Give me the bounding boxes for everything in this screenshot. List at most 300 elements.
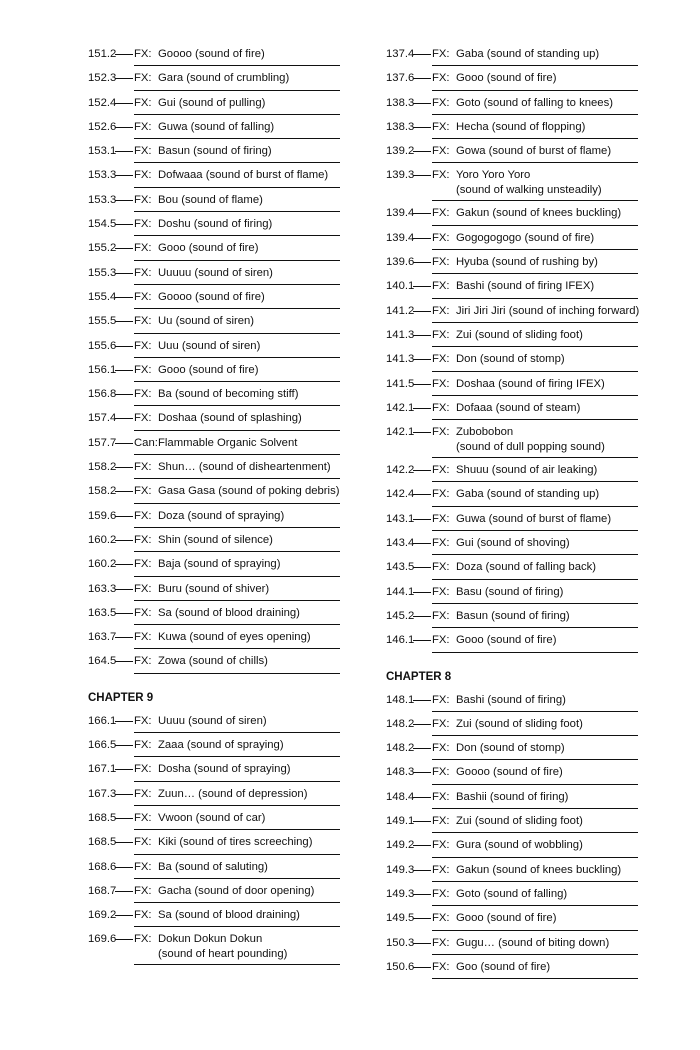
leader-dash — [115, 769, 133, 770]
glossary-entry — [88, 481, 340, 505]
glossary-entry — [88, 929, 340, 967]
glossary-entry — [386, 203, 638, 227]
entry-description: Zui (sound of sliding foot) — [456, 328, 583, 341]
entry-type: FX: — [134, 933, 152, 946]
underline-rule — [432, 395, 638, 396]
entry-description: Jiri Jiri Jiri (sound of inching forward) — [456, 304, 640, 317]
entry-type: FX: — [432, 207, 450, 220]
glossary-entry — [88, 881, 340, 905]
leader-dash — [115, 200, 133, 201]
underline-rule — [134, 114, 340, 115]
entry-type: FX: — [432, 72, 450, 85]
entry-type: FX: — [134, 169, 152, 182]
glossary-entry — [386, 509, 638, 533]
leader-dash — [413, 335, 431, 336]
underline-rule — [432, 138, 638, 139]
glossary-entry — [88, 711, 340, 735]
entry-description: Zui (sound of sliding foot) — [456, 717, 583, 730]
underline-rule — [134, 187, 340, 188]
entry-type: FX: — [134, 884, 152, 897]
leader-dash — [413, 567, 431, 568]
entry-description: Doza (sound of spraying) — [158, 509, 285, 522]
entry-type: FX: — [134, 558, 152, 571]
entry-description: Hecha (sound of flopping) — [456, 120, 586, 133]
glossary-entry — [386, 276, 638, 300]
entry-description: Gura (sound of wobbling) — [456, 839, 583, 852]
entry-description: Gooo (sound of fire) — [158, 242, 259, 255]
page-number: 150.6 — [386, 960, 415, 973]
page-number: 158.2 — [88, 461, 117, 474]
page-number: 155.6 — [88, 339, 117, 352]
entry-type: FX: — [134, 48, 152, 60]
entry-description: Gooo (sound of fire) — [456, 912, 557, 925]
entry-description: Bashi (sound of firing IFEX) — [456, 280, 595, 293]
glossary-entry — [386, 811, 638, 835]
glossary-entry — [88, 117, 340, 141]
entry-description: Kiki (sound of tires screeching) — [158, 836, 313, 849]
entry-description: Dokun Dokun Dokun — [158, 933, 263, 946]
underline-rule — [432, 506, 638, 507]
page-number: 163.5 — [88, 606, 117, 619]
entry-description: Don (sound of stomp) — [456, 353, 565, 366]
leader-dash — [413, 748, 431, 749]
entry-description: Basun (sound of firing) — [158, 145, 272, 158]
entry-description: Gui (sound of shoving) — [456, 537, 570, 550]
entry-type: FX: — [134, 860, 152, 873]
entry-description: Gaba (sound of standing up) — [456, 48, 600, 60]
entry-type: FX: — [134, 739, 152, 752]
page-number: 164.5 — [88, 655, 117, 668]
entry-type: FX: — [134, 193, 152, 206]
entry-type: FX: — [432, 169, 450, 182]
entry-description: Gakun (sound of knees buckling) — [456, 863, 622, 876]
entry-description: Sa (sound of blood draining) — [158, 909, 300, 922]
page-number: 139.4 — [386, 231, 415, 244]
entry-description-line2: (sound of walking unsteadily) — [456, 184, 602, 197]
glossary-entry — [386, 349, 638, 373]
page-number: 160.2 — [88, 558, 117, 571]
leader-dash — [115, 297, 133, 298]
page-number: 168.6 — [88, 860, 117, 873]
glossary-entry — [386, 630, 638, 654]
glossary-entry — [88, 905, 340, 929]
glossary-entry — [386, 228, 638, 252]
page-number: 143.4 — [386, 537, 415, 550]
glossary-entry — [88, 287, 340, 311]
underline-rule — [134, 527, 340, 528]
entry-type: FX: — [432, 936, 450, 949]
underline-rule — [134, 805, 340, 806]
page-number: 153.3 — [88, 193, 117, 206]
chapter-heading: CHAPTER 8 — [386, 670, 452, 683]
page-number: 145.2 — [386, 609, 415, 622]
entry-description: Doshaa (sound of splashing) — [158, 412, 302, 425]
underline-rule — [432, 978, 638, 979]
underline-rule — [134, 576, 340, 577]
entry-description: Uuu (sound of siren) — [158, 339, 261, 352]
page-number: 150.3 — [386, 936, 415, 949]
page-number: 139.4 — [386, 207, 415, 220]
entry-type: FX: — [432, 960, 450, 973]
leader-dash — [413, 470, 431, 471]
underline-rule — [432, 930, 638, 931]
leader-dash — [413, 286, 431, 287]
entry-description: Guwa (sound of burst of flame) — [456, 512, 612, 525]
leader-dash — [115, 175, 133, 176]
underline-rule — [432, 273, 638, 274]
entry-type: FX: — [432, 912, 450, 925]
leader-dash — [413, 616, 431, 617]
entry-description: Goooo (sound of fire) — [158, 48, 265, 60]
entry-type: FX: — [134, 461, 152, 474]
entry-description: Gaba (sound of standing up) — [456, 488, 600, 501]
entry-type: FX: — [134, 339, 152, 352]
page-number: 152.6 — [88, 120, 117, 133]
entry-type: FX: — [432, 790, 450, 803]
glossary-entry — [88, 506, 340, 530]
entry-description: Goooo (sound of fire) — [456, 766, 563, 779]
entry-description: Buru (sound of shiver) — [158, 582, 270, 595]
leader-dash — [115, 418, 133, 419]
page-number: 157.7 — [88, 436, 117, 449]
entry-description: Dofaaa (sound of steam) — [456, 401, 581, 414]
leader-dash — [115, 443, 133, 444]
glossary-entry — [386, 835, 638, 859]
page-number: 155.5 — [88, 315, 117, 328]
page-number: 152.3 — [88, 72, 117, 85]
leader-dash — [413, 943, 431, 944]
glossary-entry — [88, 808, 340, 832]
page-number: 143.1 — [386, 512, 415, 525]
entry-description: Zaaa (sound of spraying) — [158, 739, 284, 752]
chapter-entry-list — [386, 690, 638, 982]
page-number: 157.4 — [88, 412, 117, 425]
entry-type: FX: — [134, 533, 152, 546]
entry-description: Uuuuu (sound of siren) — [158, 266, 273, 279]
underline-rule — [134, 600, 340, 601]
entry-type: FX: — [134, 763, 152, 776]
glossary-entry — [88, 311, 340, 335]
leader-dash — [413, 700, 431, 701]
glossary-entry — [386, 117, 638, 141]
chapter-heading: CHAPTER 9 — [88, 691, 154, 704]
leader-dash — [115, 589, 133, 590]
glossary-entry — [88, 554, 340, 578]
leader-dash — [115, 842, 133, 843]
glossary-entry — [88, 93, 340, 117]
entry-type: FX: — [134, 655, 152, 668]
entry-type: FX: — [134, 145, 152, 158]
entry-description: Sa (sound of blood draining) — [158, 606, 300, 619]
glossary-entry — [88, 857, 340, 881]
leader-dash — [115, 394, 133, 395]
page-number: 153.1 — [88, 145, 117, 158]
entry-type: FX: — [134, 412, 152, 425]
page-number: 153.3 — [88, 169, 117, 182]
page-number: 139.2 — [386, 145, 415, 158]
glossary-entry — [88, 433, 340, 457]
entry-type: FX: — [432, 120, 450, 133]
chapter-entry-list — [88, 711, 340, 968]
glossary-entry — [386, 301, 638, 325]
entry-type: FX: — [134, 290, 152, 303]
glossary-entry — [386, 252, 638, 276]
underline-rule — [134, 454, 340, 455]
underline-rule — [134, 624, 340, 625]
underline-rule — [134, 357, 340, 358]
entry-type: FX: — [432, 464, 450, 477]
page-number: 156.8 — [88, 388, 117, 401]
entry-type: FX: — [432, 512, 450, 525]
leader-dash — [413, 772, 431, 773]
entry-type: FX: — [432, 863, 450, 876]
entry-description: Gasa Gasa (sound of poking debris) — [158, 485, 340, 498]
glossary-entry — [88, 759, 340, 783]
glossary-entry — [88, 384, 340, 408]
underline-rule — [134, 162, 340, 163]
leader-dash — [413, 384, 431, 385]
page-number: 142.2 — [386, 464, 415, 477]
leader-dash — [413, 311, 431, 312]
page-number: 169.6 — [88, 933, 117, 946]
glossary-entry — [88, 457, 340, 481]
underline-rule — [134, 902, 340, 903]
page-number: 154.5 — [88, 218, 117, 231]
underline-rule — [134, 673, 340, 674]
page-number: 156.1 — [88, 363, 117, 376]
entry-description: Dofwaaa (sound of burst of flame) — [158, 169, 329, 182]
underline-rule — [134, 878, 340, 879]
entry-type: FX: — [432, 96, 450, 109]
underline-rule — [134, 333, 340, 334]
page-number: 155.4 — [88, 290, 117, 303]
underline-rule — [134, 781, 340, 782]
leader-dash — [115, 891, 133, 892]
page-number: 152.4 — [88, 96, 117, 109]
underline-rule — [432, 298, 638, 299]
leader-dash — [413, 967, 431, 968]
glossary-entry — [88, 360, 340, 384]
leader-dash — [413, 359, 431, 360]
entry-description: Kuwa (sound of eyes opening) — [158, 631, 311, 644]
page-number: 167.3 — [88, 787, 117, 800]
page-number: 148.4 — [386, 790, 415, 803]
glossary-entry — [88, 627, 340, 651]
page-number: 163.3 — [88, 582, 117, 595]
leader-dash — [115, 818, 133, 819]
underline-rule — [432, 954, 638, 955]
leader-dash — [115, 516, 133, 517]
glossary-entry — [386, 908, 638, 932]
entry-type: FX: — [134, 909, 152, 922]
underline-rule — [432, 603, 638, 604]
entry-type: FX: — [134, 72, 152, 85]
entry-type: FX: — [134, 631, 152, 644]
entry-description-line2: (sound of heart pounding) — [158, 948, 288, 961]
entry-type: FX: — [432, 742, 450, 755]
page-number: 141.2 — [386, 304, 415, 317]
page-number: 149.5 — [386, 912, 415, 925]
entry-description: Gugu… (sound of biting down) — [456, 936, 610, 949]
entry-description: Hyuba (sound of rushing by) — [456, 256, 598, 269]
page-number: 155.3 — [88, 266, 117, 279]
underline-rule — [134, 854, 340, 855]
page-number: 146.1 — [386, 634, 415, 647]
underline-rule — [432, 711, 638, 712]
glossary-entry — [386, 374, 638, 398]
page-number: 149.3 — [386, 887, 415, 900]
underline-rule — [432, 200, 638, 201]
entry-type: FX: — [432, 634, 450, 647]
entry-description: Goooo (sound of fire) — [158, 290, 265, 303]
entry-description-line2: (sound of dull popping sound) — [456, 441, 605, 454]
page-number: 163.7 — [88, 631, 117, 644]
entry-type: FX: — [432, 488, 450, 501]
underline-rule — [134, 756, 340, 757]
entry-type: FX: — [134, 485, 152, 498]
glossary-entry — [386, 141, 638, 165]
entry-description: Shuuu (sound of air leaking) — [456, 464, 598, 477]
underline-rule — [432, 419, 638, 420]
entry-type: FX: — [432, 377, 450, 390]
glossary-entry — [386, 422, 638, 460]
underline-rule — [432, 481, 638, 482]
entry-description: Bashii (sound of firing) — [456, 790, 569, 803]
entry-type: FX: — [134, 388, 152, 401]
page-number: 142.1 — [386, 401, 415, 414]
entry-type: FX: — [432, 401, 450, 414]
entry-list — [88, 44, 340, 676]
glossary-entry — [386, 690, 638, 714]
glossary-entry — [88, 190, 340, 214]
entry-type: FX: — [134, 582, 152, 595]
underline-rule — [432, 808, 638, 809]
underline-rule — [134, 478, 340, 479]
page-number: 140.1 — [386, 280, 415, 293]
underline-rule — [432, 225, 638, 226]
glossary-entry — [386, 165, 638, 203]
page-number: 139.6 — [386, 256, 415, 269]
page-number: 142.1 — [386, 426, 415, 439]
entry-type: FX: — [134, 363, 152, 376]
underline-rule — [134, 308, 340, 309]
leader-dash — [413, 238, 431, 239]
glossary-entry — [386, 484, 638, 508]
underline-rule — [432, 759, 638, 760]
page-number: 149.2 — [386, 839, 415, 852]
leader-dash — [115, 78, 133, 79]
glossary-entry — [386, 93, 638, 117]
leader-dash — [115, 103, 133, 104]
underline-rule — [134, 551, 340, 552]
glossary-entry — [88, 165, 340, 189]
glossary-entry — [88, 579, 340, 603]
underline-rule — [432, 857, 638, 858]
entry-type: FX: — [134, 606, 152, 619]
page-number: 168.5 — [88, 811, 117, 824]
entry-type: FX: — [432, 815, 450, 828]
underline-rule — [134, 284, 340, 285]
entry-description: Bashi (sound of firing) — [456, 693, 566, 706]
leader-dash — [115, 321, 133, 322]
glossary-entry — [88, 651, 340, 675]
entry-description: Yoro Yoro Yoro — [456, 169, 531, 182]
leader-dash — [115, 346, 133, 347]
leader-dash — [115, 370, 133, 371]
underline-rule — [432, 905, 638, 906]
underline-rule — [432, 784, 638, 785]
entry-description: Dosha (sound of spraying) — [158, 763, 291, 776]
entry-type: FX: — [432, 537, 450, 550]
underline-rule — [134, 90, 340, 91]
leader-dash — [115, 794, 133, 795]
page-number: 158.2 — [88, 485, 117, 498]
glossary-entry — [386, 533, 638, 557]
page-number: 138.3 — [386, 96, 415, 109]
leader-dash — [115, 151, 133, 152]
entry-description: Shin (sound of silence) — [158, 533, 273, 546]
page-number: 144.1 — [386, 585, 415, 598]
entry-type: FX: — [134, 811, 152, 824]
underline-rule — [432, 735, 638, 736]
leader-dash — [413, 175, 431, 176]
entry-type: FX: — [432, 609, 450, 622]
glossary-entry — [386, 582, 638, 606]
entry-type: FX: — [432, 145, 450, 158]
underline-rule — [432, 832, 638, 833]
underline-rule — [134, 829, 340, 830]
entry-description: Gowa (sound of burst of flame) — [456, 145, 612, 158]
glossary-entry — [88, 263, 340, 287]
entry-type: FX: — [432, 585, 450, 598]
page-number: 166.5 — [88, 739, 117, 752]
entry-description: Shun… (sound of disheartenment) — [158, 461, 331, 474]
page-number: 137.6 — [386, 72, 415, 85]
leader-dash — [413, 494, 431, 495]
page-number: 143.5 — [386, 561, 415, 574]
entry-description: Ba (sound of saluting) — [158, 860, 268, 873]
entry-type: FX: — [432, 426, 450, 439]
glossary-entry — [88, 68, 340, 92]
page-number: 148.3 — [386, 766, 415, 779]
entry-type: FX: — [134, 714, 152, 727]
entry-description: Don (sound of stomp) — [456, 742, 565, 755]
page-number: 160.2 — [88, 533, 117, 546]
leader-dash — [115, 54, 133, 55]
page-number: 142.4 — [386, 488, 415, 501]
page-number: 166.1 — [88, 714, 117, 727]
underline-rule — [432, 65, 638, 66]
underline-rule — [134, 235, 340, 236]
entry-description: Gooo (sound of fire) — [456, 72, 557, 85]
leader-dash — [115, 248, 133, 249]
leader-dash — [413, 432, 431, 433]
underline-rule — [432, 554, 638, 555]
underline-rule — [134, 381, 340, 382]
entry-description: Zowa (sound of chills) — [158, 655, 268, 668]
entry-description: Goto (sound of falling) — [456, 887, 568, 900]
entry-type: FX: — [432, 48, 450, 60]
leader-dash — [413, 640, 431, 641]
entry-type: FX: — [134, 315, 152, 328]
underline-rule — [432, 457, 638, 458]
left-column — [88, 44, 340, 967]
page-number: 141.3 — [386, 353, 415, 366]
entry-type: FX: — [432, 328, 450, 341]
underline-rule — [134, 430, 340, 431]
leader-dash — [115, 661, 133, 662]
underline-rule — [134, 138, 340, 139]
